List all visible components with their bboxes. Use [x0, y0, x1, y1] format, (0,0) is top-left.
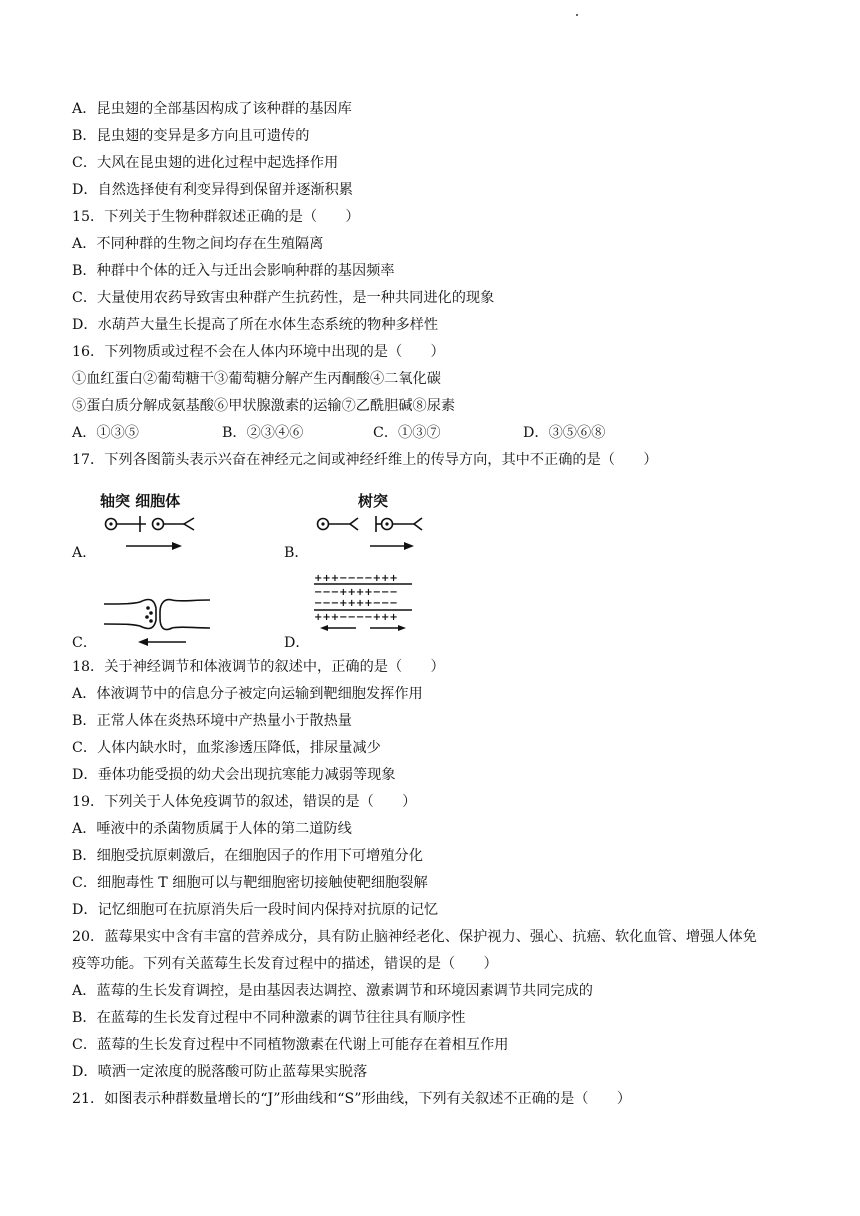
q16-items-line2: ⑤蛋白质分解成氨基酸⑥甲状腺激素的运输⑦乙酰胆碱⑧尿素 — [72, 398, 456, 414]
q20-option-b: B．在蓝莓的生长发育过程中不同种激素的调节往往具有顺序性 — [72, 1010, 466, 1026]
q17-figure-a — [98, 488, 208, 558]
q14-option-a: A．昆虫翅的全部基因构成了该种群的基因库 — [72, 101, 352, 117]
q20-stem-line1: 20．蓝莓果实中含有丰富的营养成分，具有防止脑神经老化、保护视力、强心、抗癌、软化血管、增强人体免 — [72, 929, 757, 945]
q18-option-d: D．垂体功能受损的幼犬会出现抗寒能力减弱等现象 — [72, 767, 396, 783]
q15-option-d: D．水葫芦大量生长提高了所在水体生态系统的物种多样性 — [72, 317, 439, 333]
q15-stem: 15．下列关于生物种群叙述正确的是（ ） — [72, 209, 360, 225]
q17-figure-c — [102, 590, 214, 646]
q15-option-c: C．大量使用农药导致害虫种群产生抗药性，是一种共同进化的现象 — [72, 290, 495, 306]
q20-option-a: A．蓝莓的生长发育调控，是由基因表达调控、激素调节和环境因素调节共同完成的 — [72, 983, 593, 999]
q20-stem-line2: 疫等功能。下列有关蓝莓生长发育过程中的描述，错误的是（ ） — [72, 956, 498, 972]
q17-figure-b — [310, 488, 430, 558]
fig-d-inner-charges-2: −−−++++−−− — [314, 598, 398, 609]
q18-option-a: A．体液调节中的信息分子被定向运输到靶细胞发挥作用 — [72, 686, 423, 702]
q18-stem: 18．关于神经调节和体液调节的叙述中，正确的是（ ） — [72, 659, 445, 675]
q17-label-c: C． — [72, 635, 98, 651]
q17-figure-d — [312, 570, 416, 632]
q14-option-d: D．自然选择使有利变异得到保留并逐渐积累 — [72, 182, 353, 198]
q16-stem: 16．下列物质或过程不会在人体内环境中出现的是（ ） — [72, 344, 445, 360]
q19-option-d: D．记忆细胞可在抗原消失后一段时间内保持对抗原的记忆 — [72, 902, 439, 918]
fig-d-inner-charges-1: −−−++++−−− — [314, 587, 398, 598]
q15-option-a: A．不同种群的生物之间均存在生殖隔离 — [72, 236, 324, 252]
q14-option-c: C．大风在昆虫翅的进化过程中起选择作用 — [72, 155, 339, 171]
q17-stem: 17．下列各图箭头表示兴奋在神经元之间或神经纤维上的传导方向，其中不正确的是（ ） — [72, 452, 658, 468]
q14-option-b: B．昆虫翅的变异是多方向且可遗传的 — [72, 128, 310, 144]
q21-stem: 21．如图表示种群数量增长的“J”形曲线和“S”形曲线，下列有关叙述不正确的是（ ） — [72, 1091, 632, 1107]
q16-items-line1: ①血红蛋白②葡萄糖干③葡萄糖分解产生丙酮酸④二氧化碳 — [72, 371, 441, 387]
q17-label-d: D． — [284, 635, 310, 651]
fig-a-caption: 轴突 细胞体 — [100, 492, 181, 510]
q18-option-b: B．正常人体在炎热环境中产热量小于散热量 — [72, 713, 352, 729]
q20-option-c: C．蓝莓的生长发育过程中不同植物激素在代谢上可能存在着相互作用 — [72, 1037, 509, 1053]
q17-label-a: A． — [72, 545, 97, 561]
fig-d-top-charges: +++−−−−+++ — [314, 573, 398, 584]
q19-option-c: C．细胞毒性 T 细胞可以与靶细胞密切接触使靶细胞裂解 — [72, 875, 428, 891]
q17-label-b: B． — [284, 545, 309, 561]
q19-option-b: B．细胞受抗原刺激后，在细胞因子的作用下可增殖分化 — [72, 848, 423, 864]
q18-option-c: C．人体内缺水时，血浆渗透压降低，排尿量减少 — [72, 740, 381, 756]
fig-b-caption: 树突 — [358, 492, 389, 510]
fig-d-bottom-charges: +++−−−−+++ — [314, 612, 398, 623]
q20-option-d: D．喷洒一定浓度的脱落酸可防止蓝莓果实脱落 — [72, 1064, 368, 1080]
page-dot — [576, 14, 578, 16]
q16-option-a: A．①③⑤ — [72, 425, 139, 441]
q19-option-a: A．唾液中的杀菌物质属于人体的第二道防线 — [72, 821, 352, 837]
q16-option-d: D．③⑤⑥⑧ — [523, 425, 606, 441]
q19-stem: 19．下列关于人体免疫调节的叙述，错误的是（ ） — [72, 794, 417, 810]
q15-option-b: B．种群中个体的迁入与迁出会影响种群的基因频率 — [72, 263, 395, 279]
q16-option-b: B．②③④⑥ — [222, 425, 304, 441]
q16-option-c: C．①③⑦ — [373, 425, 441, 441]
